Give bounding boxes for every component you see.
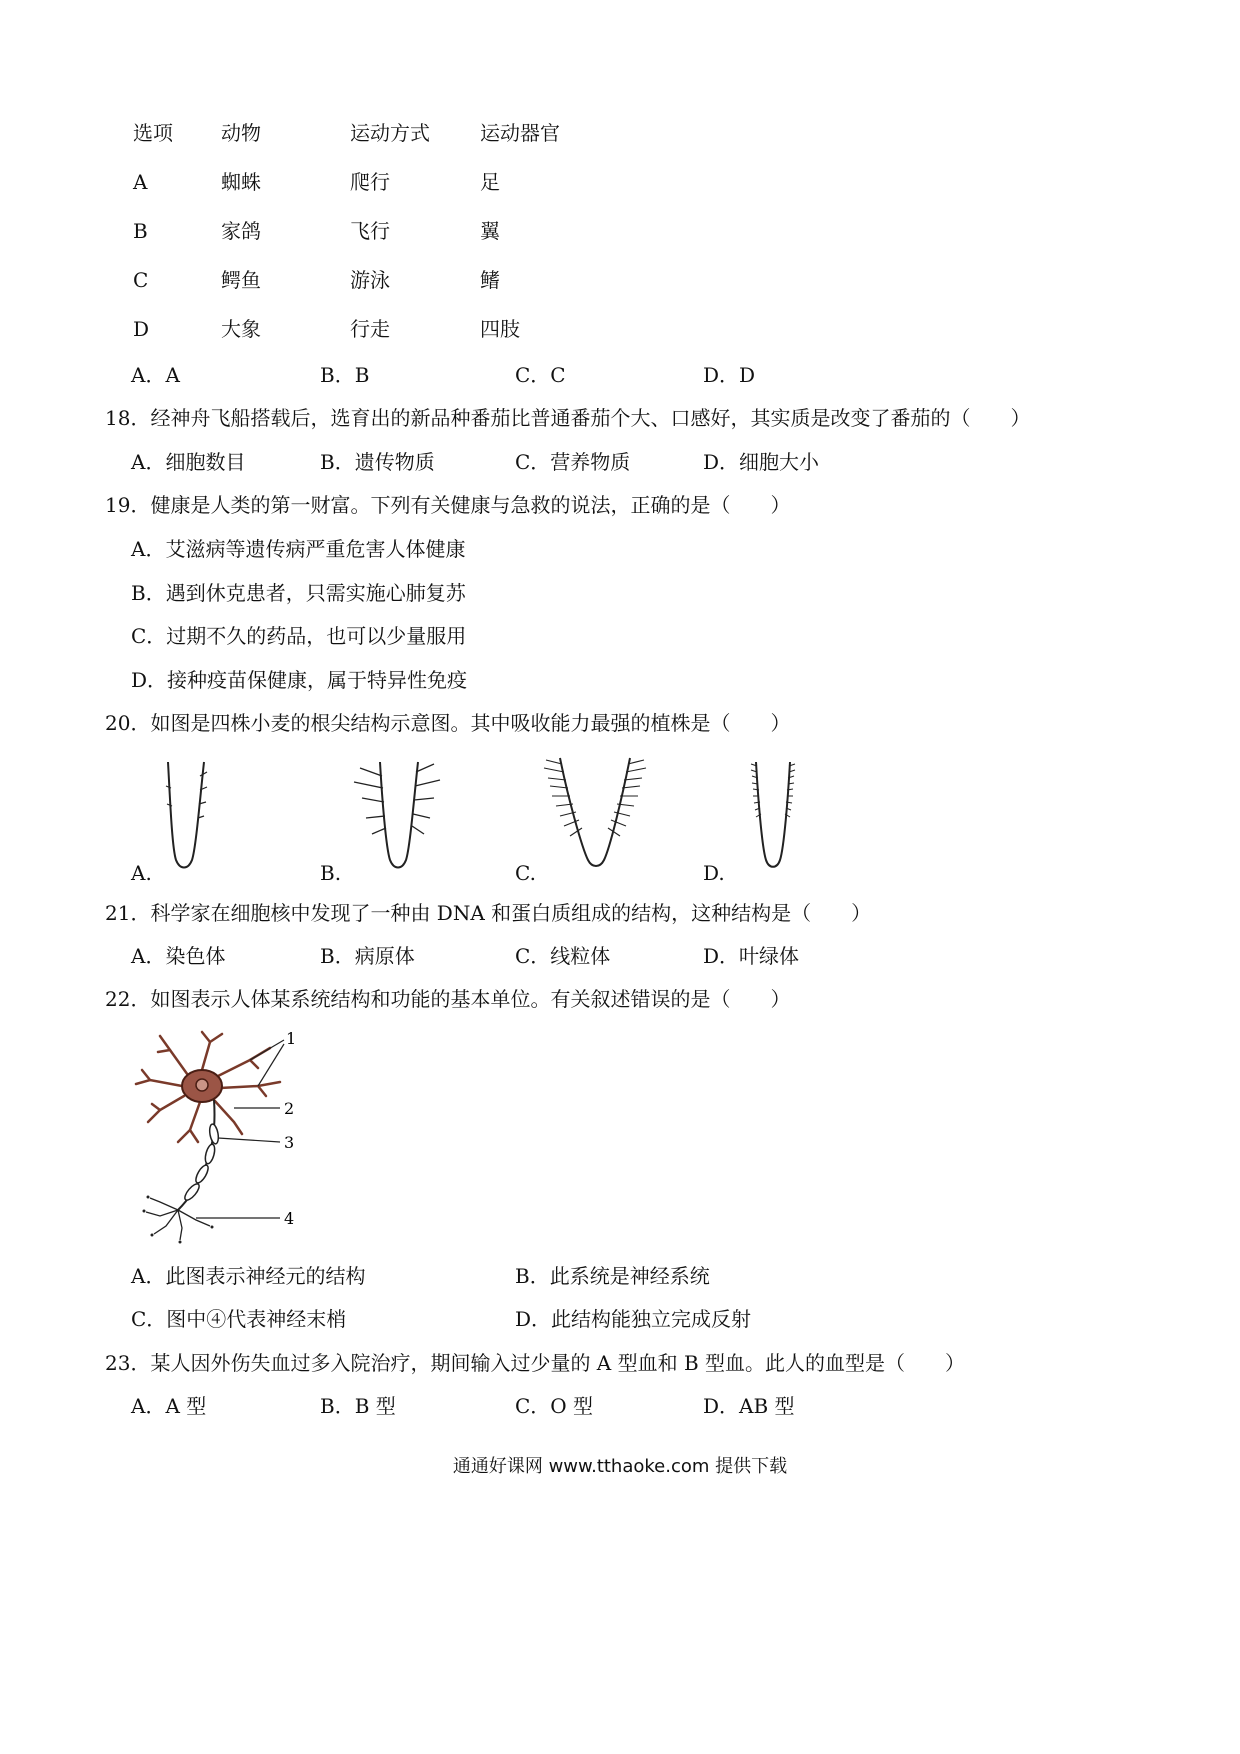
q21-option-a[interactable]: A．染色体 bbox=[131, 944, 226, 968]
table-cell: A bbox=[133, 170, 148, 194]
q17-option-c[interactable]: C．C bbox=[515, 363, 566, 387]
q22-stem: 22．如图表示人体某系统结构和功能的基本单位。有关叙述错误的是（ ） bbox=[105, 987, 791, 1011]
table-cell: 鳍 bbox=[480, 268, 500, 292]
q19-stem: 19．健康是人类的第一财富。下列有关健康与急救的说法，正确的是（ ） bbox=[105, 493, 791, 517]
q17-option-d[interactable]: D．D bbox=[703, 363, 756, 387]
neuron-label-4: 4 bbox=[284, 1209, 295, 1228]
q20-label-b[interactable]: B. bbox=[320, 861, 342, 885]
q19-option-c[interactable]: C．过期不久的药品，也可以少量服用 bbox=[131, 624, 467, 648]
table-cell: 家鸽 bbox=[221, 219, 261, 243]
q18-option-b[interactable]: B．遗传物质 bbox=[320, 450, 435, 474]
table-cell: 游泳 bbox=[350, 268, 390, 292]
q18-option-a[interactable]: A．细胞数目 bbox=[131, 450, 246, 474]
q21-option-c[interactable]: C．线粒体 bbox=[515, 944, 611, 968]
q19-option-d[interactable]: D．接种疫苗保健康，属于特异性免疫 bbox=[131, 668, 468, 692]
neuron-figure bbox=[130, 1030, 310, 1245]
table-header-cell: 动物 bbox=[221, 121, 261, 145]
table-cell: 飞行 bbox=[350, 219, 390, 243]
q22-option-a[interactable]: A．此图表示神经元的结构 bbox=[131, 1264, 366, 1288]
q17-option-a[interactable]: A．A bbox=[131, 363, 180, 387]
q22-option-b[interactable]: B．此系统是神经系统 bbox=[515, 1264, 710, 1288]
neuron-label-3: 3 bbox=[284, 1133, 295, 1152]
neuron-label-1: 1 bbox=[286, 1029, 297, 1048]
root-tip-a-figure bbox=[160, 758, 220, 873]
table-cell: 鳄鱼 bbox=[221, 268, 261, 292]
q18-option-d[interactable]: D．细胞大小 bbox=[703, 450, 820, 474]
q21-stem: 21．科学家在细胞核中发现了一种由 DNA 和蛋白质组成的结构，这种结构是（ ） bbox=[105, 901, 872, 925]
q18-option-c[interactable]: C．营养物质 bbox=[515, 450, 631, 474]
table-cell: D bbox=[133, 317, 150, 341]
q20-stem: 20．如图是四株小麦的根尖结构示意图。其中吸收能力最强的植株是（ ） bbox=[105, 711, 791, 735]
q23-option-a[interactable]: A．A 型 bbox=[131, 1394, 207, 1418]
q20-label-c[interactable]: C. bbox=[515, 861, 536, 885]
q23-stem: 23．某人因外伤失血过多入院治疗，期间输入过少量的 A 型血和 B 型血。此人的血型是（ ） bbox=[105, 1351, 966, 1375]
q19-option-a[interactable]: A．艾滋病等遗传病严重危害人体健康 bbox=[131, 537, 466, 561]
root-tip-b-figure bbox=[348, 758, 444, 873]
table-header-cell: 运动方式 bbox=[350, 121, 430, 145]
table-header-cell: 运动器官 bbox=[480, 121, 560, 145]
table-cell: C bbox=[133, 268, 149, 292]
q17-option-b[interactable]: B．B bbox=[320, 363, 370, 387]
q23-option-b[interactable]: B．B 型 bbox=[320, 1394, 396, 1418]
q20-label-a[interactable]: A. bbox=[131, 861, 152, 885]
q19-option-b[interactable]: B．遇到休克患者，只需实施心肺复苏 bbox=[131, 581, 466, 605]
q22-option-d[interactable]: D．此结构能独立完成反射 bbox=[515, 1307, 752, 1331]
root-tip-c-figure bbox=[540, 752, 650, 872]
q21-option-b[interactable]: B．病原体 bbox=[320, 944, 415, 968]
table-cell: 大象 bbox=[221, 317, 261, 341]
table-cell: 蜘蛛 bbox=[221, 170, 261, 194]
table-cell: 爬行 bbox=[350, 170, 390, 194]
table-cell: 行走 bbox=[350, 317, 390, 341]
q23-option-c[interactable]: C．O 型 bbox=[515, 1394, 594, 1418]
table-header-cell: 选项 bbox=[133, 121, 173, 145]
table-cell: 四肢 bbox=[480, 317, 520, 341]
table-cell: B bbox=[133, 219, 148, 243]
page-footer: 通通好课网 www.tthaoke.com 提供下载 bbox=[452, 1456, 788, 1477]
root-tip-d-figure bbox=[748, 756, 798, 874]
table-cell: 翼 bbox=[480, 219, 500, 243]
q18-stem: 18．经神舟飞船搭载后，选育出的新品种番茄比普通番茄个大、口感好，其实质是改变了番茄的（ ） bbox=[105, 406, 1031, 430]
q21-option-d[interactable]: D．叶绿体 bbox=[703, 944, 800, 968]
q23-option-d[interactable]: D．AB 型 bbox=[703, 1394, 795, 1418]
neuron-label-2: 2 bbox=[284, 1099, 295, 1118]
q20-label-d[interactable]: D. bbox=[703, 861, 725, 885]
table-cell: 足 bbox=[480, 170, 500, 194]
q22-option-c[interactable]: C．图中④代表神经末梢 bbox=[131, 1307, 347, 1331]
